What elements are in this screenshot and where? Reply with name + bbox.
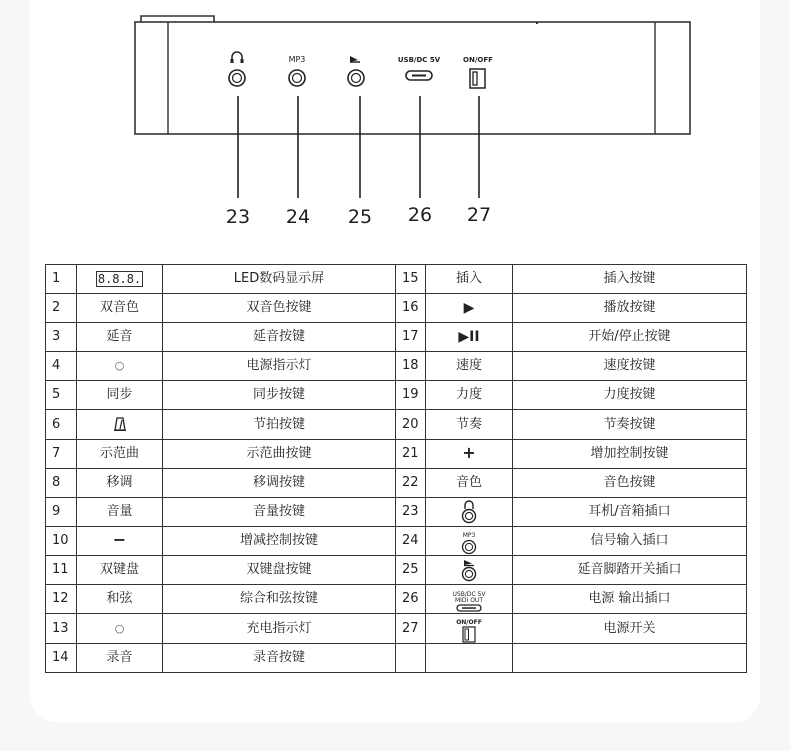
led-display-symbol: 8.8.8. [97,272,142,287]
item-description: 延音按键 [163,323,396,352]
item-symbol [426,323,513,352]
symbol-text: + [462,442,476,462]
item-number: 14 [46,644,77,673]
item-symbol [426,497,513,526]
mp3-label: MP3 [288,55,306,64]
item-symbol [426,265,513,294]
power-switch-icon [456,620,482,643]
item-symbol [426,381,513,410]
mp3-jack-icon [461,533,477,555]
item-description: 增减控制按键 [163,526,396,555]
item-symbol [426,294,513,323]
item-description: 节奏按键 [513,410,747,439]
table-row [46,352,747,381]
item-description: 节拍按键 [163,410,396,439]
item-number: 25 [396,555,426,584]
item-number: 6 [46,410,77,439]
item-description: 增加控制按键 [513,439,747,468]
symbol-text: 插入 [455,271,482,287]
item-symbol [77,410,163,439]
item-description: 速度按键 [513,352,747,381]
symbol-text: ○ [114,621,125,635]
item-number: 17 [396,323,426,352]
power-switch-label: ON/OFF [456,619,482,627]
table-row [46,644,747,673]
item-number: 7 [46,439,77,468]
item-description: 电源开关 [513,614,747,644]
table-row [46,585,747,614]
usb-port-label: USB/DC 5V [452,591,486,599]
item-symbol [77,294,163,323]
item-number: 16 [396,294,426,323]
item-description [513,644,747,673]
symbol-text: 双音色 [99,300,139,316]
item-number: 15 [396,265,426,294]
item-number: 23 [396,497,426,526]
usb-port-icon [453,592,486,612]
item-symbol [77,265,163,294]
device-side-panel-diagram [0,0,790,260]
symbol-text: ○ [114,359,125,373]
item-symbol [426,439,513,468]
item-symbol [426,410,513,439]
callout-26: 26 [407,204,433,226]
table-row [46,410,747,439]
item-number: 5 [46,381,77,410]
item-symbol [77,352,163,381]
headphone-jack-icon [460,504,478,519]
item-description: 同步按键 [163,381,396,410]
item-symbol [426,555,513,584]
symbol-text: 同步 [106,387,133,403]
item-description: 充电指示灯 [163,614,396,644]
callout-23: 23 [225,206,251,228]
item-symbol [77,644,163,673]
symbol-text: 音量 [106,503,133,519]
symbol-text: 双键盘 [99,561,139,577]
table-row [46,555,747,584]
item-symbol [77,381,163,410]
item-number: 21 [396,439,426,468]
item-symbol [426,352,513,381]
item-description: 延音脚踏开关插口 [513,555,747,584]
symbol-text: 节奏 [455,416,482,432]
item-symbol [426,585,513,614]
item-symbol [426,614,513,644]
item-number: 26 [396,585,426,614]
item-description: LED数码显示屏 [163,265,396,294]
symbol-text: 示范曲 [99,445,139,461]
table-row [46,439,747,468]
item-description: 电源指示灯 [163,352,396,381]
item-description: 音量按键 [163,497,396,526]
item-symbol [426,468,513,497]
item-number: 11 [46,555,77,584]
item-number: 3 [46,323,77,352]
item-description: 示范曲按键 [163,439,396,468]
symbol-text: − [112,529,127,549]
table-row [46,294,747,323]
table-row [46,323,747,352]
item-symbol [77,323,163,352]
item-description: 双音色按键 [163,294,396,323]
item-number: 8 [46,468,77,497]
item-description: 插入按键 [513,265,747,294]
item-description: 信号输入插口 [513,526,747,555]
item-number [396,644,426,673]
item-number: 20 [396,410,426,439]
item-symbol [77,614,163,644]
item-symbol [77,526,163,555]
item-number: 18 [396,352,426,381]
symbol-text: ▶II [458,328,480,345]
item-number: 10 [46,526,77,555]
item-description: 力度按键 [513,381,747,410]
item-symbol [77,468,163,497]
item-description: 移调按键 [163,468,396,497]
item-description: 耳机/音箱插口 [513,497,747,526]
table-row [46,497,747,526]
table-row [46,381,747,410]
item-symbol [77,585,163,614]
item-description: 双键盘按键 [163,555,396,584]
table-row [46,265,747,294]
table-row [46,614,747,644]
item-number: 24 [396,526,426,555]
symbol-text: 录音 [106,650,133,666]
table-row [46,468,747,497]
item-number: 13 [46,614,77,644]
item-description: 电源 输出插口 [513,585,747,614]
item-number: 19 [396,381,426,410]
item-symbol [426,644,513,673]
symbol-text: ▶ [463,299,475,316]
item-symbol [77,497,163,526]
symbol-text: 音色 [455,474,482,490]
symbol-text: 力度 [455,387,482,403]
symbol-text: 速度 [455,358,482,374]
symbol-text: 移调 [106,474,133,490]
item-description: 综合和弦按键 [163,585,396,614]
item-number: 27 [396,614,426,644]
symbol-text: 和弦 [106,591,133,607]
item-number: 1 [46,265,77,294]
item-symbol [77,439,163,468]
pedal-jack-icon [460,562,478,577]
symbol-text: 延音 [106,329,133,345]
table-row [46,526,747,555]
callout-27: 27 [466,204,492,226]
item-description: 开始/停止按键 [513,323,747,352]
item-description: 音色按键 [513,468,747,497]
item-description: 播放按键 [513,294,747,323]
item-number: 4 [46,352,77,381]
item-number: 9 [46,497,77,526]
item-number: 12 [46,585,77,614]
item-description: 录音按键 [163,644,396,673]
item-number: 2 [46,294,77,323]
callout-24: 24 [285,206,311,228]
mp3-jack-label: MP3 [462,531,476,539]
usb-label: USB/DC 5V [397,56,441,64]
item-symbol [77,555,163,584]
item-number: 22 [396,468,426,497]
parts-table [45,264,747,673]
metronome-icon [114,417,126,432]
callout-25: 25 [347,206,373,228]
onoff-label: ON/OFF [463,56,493,64]
item-symbol [426,526,513,555]
midi-out-label: MIDI OUT [454,597,483,605]
